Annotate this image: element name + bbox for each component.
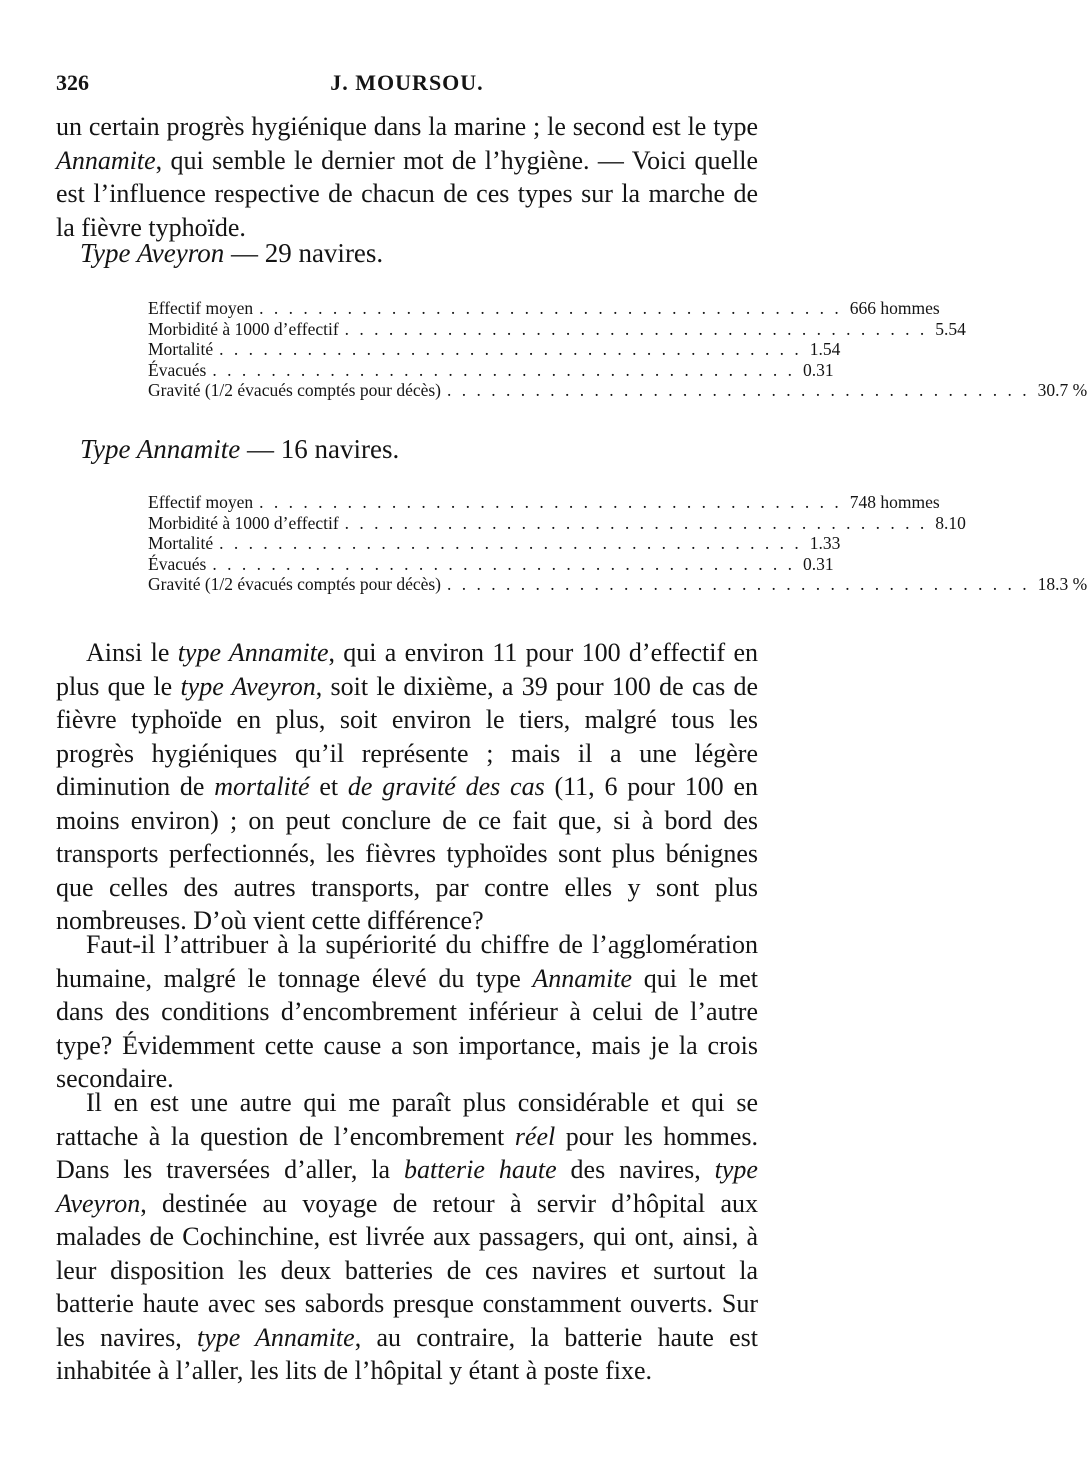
stat-value: 8.10 — [935, 512, 966, 533]
stat-label: Évacués — [148, 359, 207, 380]
stat-row — [148, 533, 841, 554]
stat-value: 30.7 % — [1037, 380, 1087, 400]
text-run: , qui semble le dernier mot de l’hygiène. — Voici quelle est l’influence respective de chacun de ces types sur la marche de la fièvre typhoïde. — [56, 145, 758, 242]
stat-value: 1.54 — [809, 339, 841, 359]
leader-dots: . . . . . . . . . . . . . . . . . . . . . . . . . . . . . . . . . . . . . . . . — [219, 533, 802, 553]
heading-type-annamite — [80, 432, 399, 466]
text-run: Faut-il l’attribuer à la supériorité du chiffre de l’agglomération humaine, malgré le tonnage élevé du type — [56, 930, 758, 993]
type-name: Type Aveyron — [80, 238, 225, 268]
leader-dots: . . . . . . . . . . . . . . . . . . . . . . . . . . . . . . . . . . . . . . . . — [344, 318, 928, 339]
stat-value: 5.54 — [935, 318, 966, 339]
stats-table-aveyron — [148, 298, 1087, 401]
leader-dots: . . . . . . . . . . . . . . . . . . . . . . . . . . . . . . . . . . . . . . . . — [259, 298, 842, 318]
stat-value: 1.33 — [809, 533, 841, 553]
stat-label: Mortalité — [148, 533, 214, 553]
stat-value: 0.31 — [802, 553, 834, 574]
leader-dots: . . . . . . . . . . . . . . . . . . . . . . . . . . . . . . . . . . . . . . . . — [212, 359, 795, 380]
stat-row — [148, 318, 966, 340]
text-run-italic: de gravité des cas — [347, 772, 545, 801]
ship-count: — 29 navires. — [230, 238, 384, 268]
text-run-italic: réel — [514, 1121, 556, 1151]
text-run: , destinée au voyage de retour à servir d’hôpital aux malades de Cochinchine, est livrée aux passagers, qui ont, ainsi, à leur disposition les deux batteries de ces navires et surtout la batterie haute avec ses sabords presque constamment ouverts. Sur les navires, — [56, 1188, 758, 1352]
text-run-italic: mortalité — [214, 772, 310, 801]
text-run: , qui a environ 11 pour 100 d’effectif en plus que le — [56, 638, 758, 701]
paragraph-intro — [56, 110, 758, 244]
running-title: J. MOURSOU. — [330, 70, 484, 95]
text-run-italic: batterie haute — [404, 1155, 557, 1184]
text-run: , au contraire, la batterie haute est inhabitée à l’aller, les lits de l’hôpital y étant à poste fixe. — [56, 1322, 759, 1385]
text-run-italic: Annamite — [56, 145, 156, 175]
text-run: qui le met dans des conditions d’encombrement inférieur à celui de l’autre type? Évidemment cette cause a son importance, mais je la crois secondaire. — [56, 963, 758, 1093]
text-run-italic: type Annamite — [177, 638, 329, 667]
stat-row — [148, 380, 1087, 401]
stats-table-annamite — [148, 492, 1087, 595]
paragraph-comparison — [56, 636, 758, 938]
text-run: pour les hommes. Dans les traversées d’aller, la — [56, 1121, 758, 1184]
stat-row — [148, 359, 834, 381]
stat-row — [148, 512, 966, 534]
text-run-italic: type Aveyron — [56, 1155, 758, 1218]
text-run: , soit le dixième, a 39 pour 100 de cas de fièvre typhoïde en plus, soit environ le tiers, malgré tous les progrès hygiéniques qu’il représente ; mais il a une légère diminution de — [56, 671, 758, 801]
leader-dots: . . . . . . . . . . . . . . . . . . . . . . . . . . . . . . . . . . . . . . . . — [447, 380, 1030, 400]
text-run: des navires, — [556, 1155, 715, 1184]
text-run: et — [309, 772, 348, 801]
heading-type-aveyron — [80, 236, 383, 270]
stat-label: Gravité (1/2 évacués comptés pour décès) — [148, 574, 442, 594]
stat-label: Morbidité à 1000 d’effectif — [148, 318, 339, 339]
stat-row — [148, 298, 940, 319]
running-head — [56, 70, 758, 100]
stat-label: Morbidité à 1000 d’effectif — [148, 512, 339, 533]
stat-label: Gravité (1/2 évacués comptés pour décès) — [148, 380, 442, 400]
stat-row — [148, 492, 940, 513]
text-run-italic: type Annamite — [196, 1322, 355, 1352]
stat-label: Mortalité — [148, 339, 214, 359]
paragraph-agglomeration — [56, 928, 758, 1096]
text-run: (11, 6 pour 100 en moins environ) ; on peut conclure de ce fait que, si à bord des transports perfectionnés, les fièvres typhoïdes sont plus bénignes que celles des autres transports, par contre elles y sont plus nombreuses. D’où vient cette différence? — [56, 772, 758, 935]
text-run: un certain progrès hygiénique dans la marine ; le second est le type — [56, 112, 758, 141]
text-run: Ainsi le — [86, 638, 178, 667]
text-run-italic: Annamite — [532, 963, 633, 993]
stat-label: Évacués — [148, 553, 207, 574]
paragraph-encombrement — [56, 1086, 758, 1388]
stat-value: 748 hommes — [849, 492, 940, 512]
stat-row — [148, 553, 834, 575]
stat-value: 666 hommes — [849, 298, 940, 318]
leader-dots: . . . . . . . . . . . . . . . . . . . . . . . . . . . . . . . . . . . . . . . . — [344, 512, 928, 533]
stat-value: 18.3 % — [1037, 574, 1087, 594]
text-run: Il en est une autre qui me paraît plus considérable et qui se rattache à la question de l’encombrement — [56, 1088, 758, 1151]
text-run-italic: type Aveyron — [180, 671, 316, 701]
stat-value: 0.31 — [802, 359, 834, 380]
leader-dots: . . . . . . . . . . . . . . . . . . . . . . . . . . . . . . . . . . . . . . . . — [259, 492, 842, 512]
leader-dots: . . . . . . . . . . . . . . . . . . . . . . . . . . . . . . . . . . . . . . . . — [447, 574, 1030, 594]
stat-row — [148, 339, 841, 360]
leader-dots: . . . . . . . . . . . . . . . . . . . . . . . . . . . . . . . . . . . . . . . . — [219, 339, 802, 359]
stat-row — [148, 574, 1087, 595]
stat-label: Effectif moyen — [148, 298, 254, 318]
leader-dots: . . . . . . . . . . . . . . . . . . . . . . . . . . . . . . . . . . . . . . . . — [212, 553, 795, 574]
page-number: 326 — [56, 70, 89, 95]
type-name: Type Annamite — [80, 434, 241, 464]
stat-label: Effectif moyen — [148, 492, 254, 512]
ship-count: — 16 navires. — [246, 434, 400, 464]
